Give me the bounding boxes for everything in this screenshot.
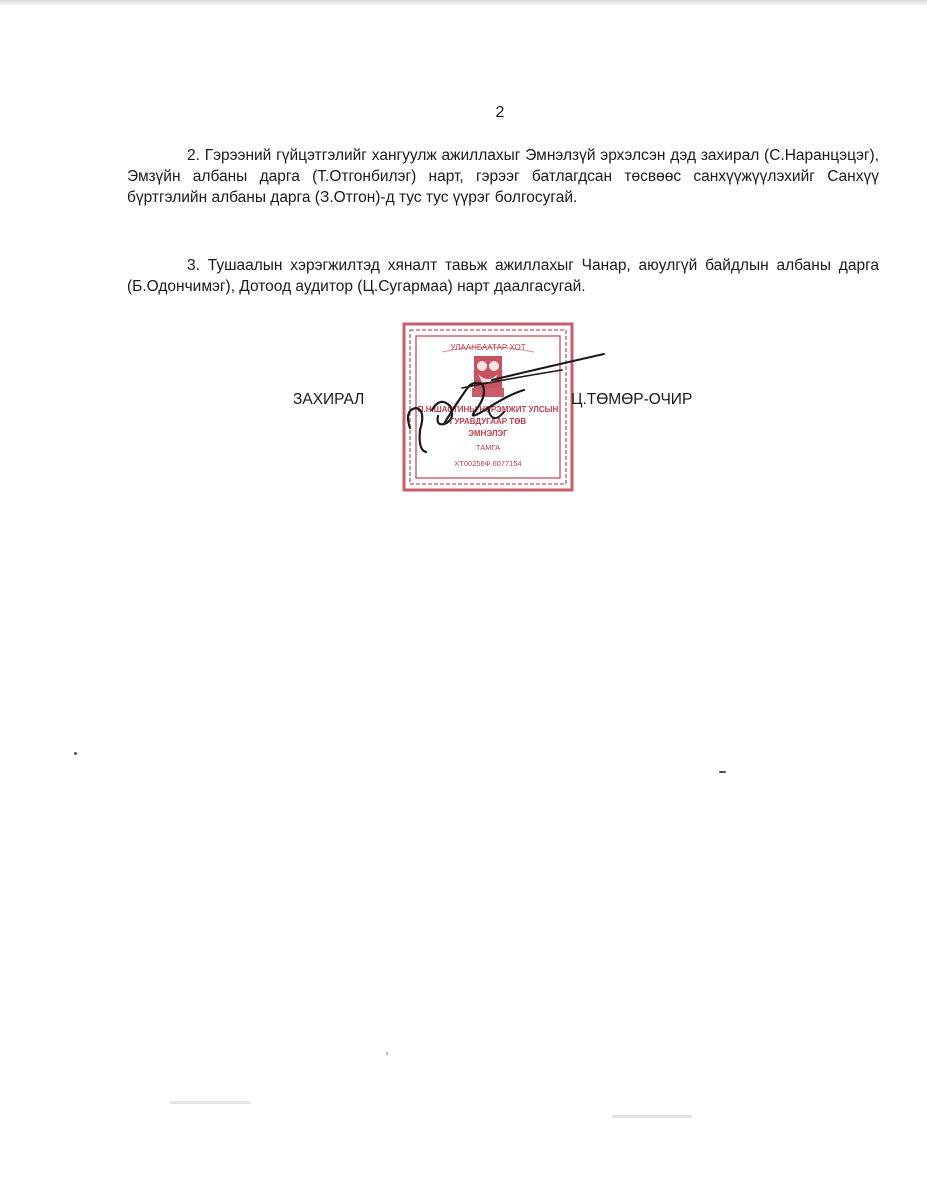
stamp-line-2: ГУРАВДУГААР ТӨВ bbox=[449, 417, 527, 426]
paragraph-3-text: 3. Тушаалын хэрэгжилтэд хяналт тавьж ажиллахыг Чанар, аюулгүй байдлын албаны дарга (Б.Одончимэг), Дотоод аудитор (Ц.Сугармаа) нарт даалгасугай. bbox=[127, 257, 879, 295]
paragraph-2 bbox=[127, 145, 879, 208]
paragraph-2-text: 2. Гэрээний гүйцэтгэлийг хангуулж ажиллахыг Эмнэлзүй эрхэлсэн дэд захирал (С.Наранцэцэг), Эмзүйн албаны дарга (Т.Отгонбилэг) нарт, гэрээг батлагдсан төсвөөс санхүүжүүлэхийг Санхүү бүртгэлийн албаны дарга (З.Отгон)-д тус тус үүрэг болгосугай. bbox=[127, 147, 879, 206]
bleed-through-mark: ▬▬▬▬▬▬▬▬ bbox=[170, 1096, 250, 1107]
bleed-through-mark: ▬▬▬▬▬▬▬▬ bbox=[612, 1110, 692, 1121]
stamp-line-1: П.Н.ШАСТИНЫ НЭРЭМЖИТ УЛСЫН bbox=[417, 405, 559, 414]
paragraph-3 bbox=[127, 255, 879, 297]
page-top-edge bbox=[0, 0, 927, 6]
stamp-code: ХТ00256Ф 6077154 bbox=[454, 459, 522, 468]
stamp-top-text: УЛААНБААТАР ХОТ bbox=[450, 343, 526, 352]
scan-speck bbox=[386, 1052, 388, 1055]
director-title: ЗАХИРАЛ bbox=[293, 391, 365, 408]
scan-speck bbox=[719, 771, 726, 773]
scan-speck bbox=[74, 752, 77, 755]
director-name: Ц.ТӨМӨР-ОЧИР bbox=[571, 391, 693, 408]
stamp-line-4: ТАМГА bbox=[475, 443, 501, 452]
stamp-line-3: ЭМНЭЛЭГ bbox=[468, 429, 508, 438]
page-number: 2 bbox=[495, 104, 505, 121]
